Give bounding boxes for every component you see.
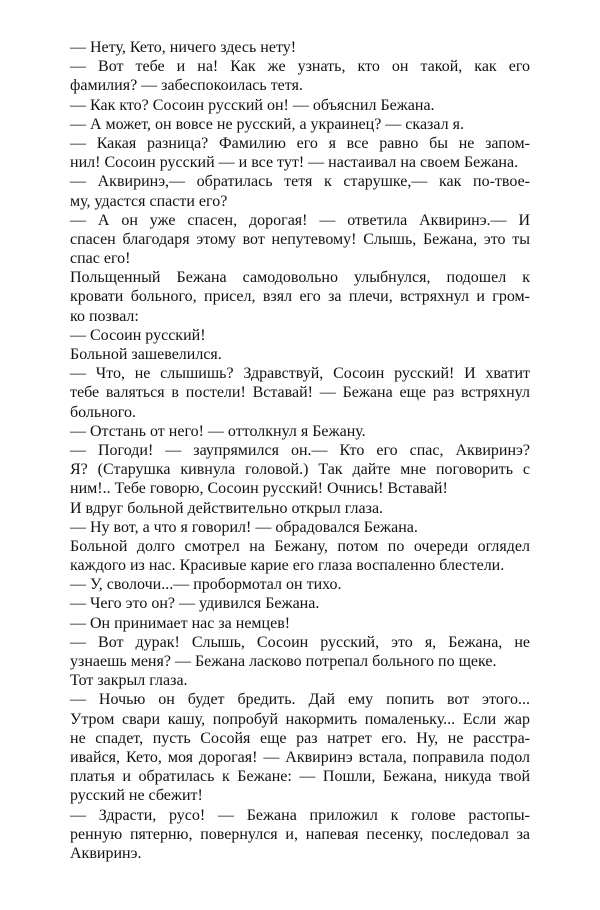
text-line: спасен благодаря этому вот непутевому! Слышь, Бежана, это ты (70, 230, 530, 248)
text-line: — Он принимает нас за немцев! (70, 614, 291, 632)
text-line: — Сосоин русский! (70, 326, 206, 344)
text-line: фамилия? — забеспокоилась тетя. (70, 77, 303, 95)
book-page-text (70, 38, 530, 863)
text-line: — А он уже спасен, дорогая! — ответила Аквиринэ.— И (70, 211, 530, 229)
text-line: — Вот дурак! Слышь, Сосоин русский, это я, Бежана, не (70, 633, 530, 651)
text-line: Аквиринэ. (70, 844, 142, 862)
text-line: — Какая разница? Фамилию его я все равно бы не запом- (70, 134, 530, 152)
text-line: — Ночью он будет бредить. Дай ему попить вот этого... (70, 691, 530, 709)
text-line: — Ну вот, а что я говорил! — обрадовался Бежана. (70, 518, 418, 536)
text-line: — Вот тебе и на! Как же узнать, кто он такой, как его (70, 58, 530, 76)
text-line: кровати больного, присел, взял его за плечи, встряхнул и гром- (70, 288, 530, 306)
text-line: больного. (70, 403, 136, 421)
text-line: Утром свари кашу, попробуй накормить помаленьку... Если жар (70, 710, 530, 728)
text-line: — Нету, Кето, ничего здесь нету! (70, 39, 297, 56)
text-line: нил! Сосоин русский — и все тут! — настаивал на своем Бежана. (70, 154, 519, 172)
text-line: не спадет, пусть Сосойя еще раз натрет его. Ну, не расстра- (70, 729, 530, 747)
text-line: Больной долго смотрел на Бежану, потом по очереди оглядел (70, 537, 530, 555)
text-line: ивайся, Кето, моя дорогая! — Аквиринэ встала, поправила подол (70, 748, 530, 766)
text-line: — Погоди! — заупрямился он.— Кто его спас, Аквиринэ? (70, 441, 530, 459)
text-line: — Отстань от него! — оттолкнул я Бежану. (70, 422, 366, 440)
text-line: спас его! (70, 250, 131, 268)
text-line: му, удастся спасти его? (70, 192, 228, 210)
text-line: — Здрасти, русо! — Бежана приложил к голове растопы- (70, 806, 530, 824)
text-line: — Аквиринэ,— обратилась тетя к старушке,— как по-твое- (70, 173, 530, 191)
text-line: тебе валяться в постели! Вставай! — Бежана еще раз встряхнул (70, 384, 530, 402)
text-line: — Чего это он? — удивился Бежана. (70, 595, 320, 613)
text-line: ним!.. Тебе говорю, Сосоин русский! Очнись! Вставай! (70, 480, 448, 498)
text-line: Больной зашевелился. (70, 346, 222, 363)
text-line: Я? (Старушка кивнула головой.) Так дайте мне поговорить с (70, 461, 530, 479)
text-line: узнаешь меня? — Бежана ласково потрепал больного по щеке. (70, 653, 497, 670)
text-line: русский не сбежит! (70, 787, 203, 805)
text-line: Польщенный Бежана самодовольно улыбнулся, подошел к (70, 269, 530, 287)
text-line: — А может, он вовсе не русский, а украинец? — сказал я. (70, 115, 464, 133)
text-line: — Что, не слышишь? Здравствуй, Сосоин русский! И хватит (70, 365, 530, 383)
text-line: — Как кто? Сосоин русский он! — объяснил Бежана. (70, 96, 435, 114)
text-line: ренную пятерню, повернулся и, напевая песенку, последовал за (70, 825, 530, 843)
text-line: ко позвал: (70, 307, 139, 325)
text-line: И вдруг больной действительно открыл глаза. (70, 499, 384, 517)
text-line: платья и обратилась к Бежане: — Пошли, Бежана, никуда твой (70, 768, 530, 786)
text-line: Тот закрыл глаза. (70, 672, 188, 690)
text-line: каждого из нас. Красивые карие его глаза воспаленно блестели. (70, 557, 505, 575)
text-line: — У, сволочи...— пробормотал он тихо. (70, 576, 342, 594)
